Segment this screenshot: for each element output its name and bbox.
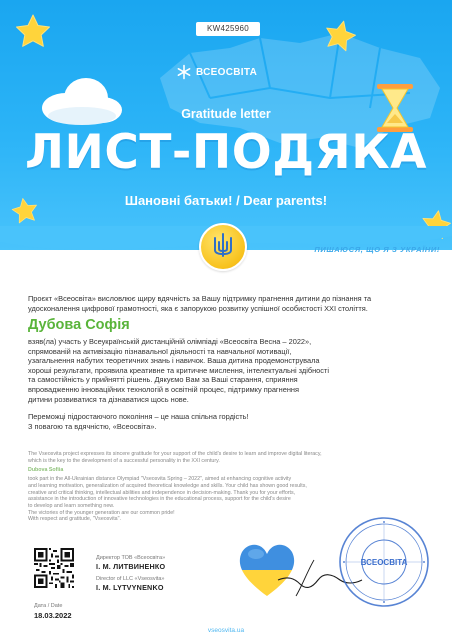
text-line: assistance in the introduction of innovative technologies in the educational process, support for the child's desire	[28, 496, 291, 503]
trident-coin	[199, 223, 247, 271]
achievement-paragraph	[28, 337, 388, 404]
snowflake-logo-icon	[176, 64, 192, 80]
text-line: впровадженню інноваційних технологій в освітній процес, підтримку прагнення	[28, 384, 299, 394]
text-line: взяв(ла) участь у Всеукраїнській дистанційній олімпіаді «Всеосвіта Весна – 2022»,	[28, 337, 312, 346]
salutation: Шановні батьки! / Dear parents!	[124, 193, 328, 208]
subtitle-english: Gratitude letter	[181, 107, 271, 121]
qr-code[interactable]	[34, 548, 74, 588]
text-line: creative and critical thinking, intellectual abilities and independence in decision-making. Thank you for your efforts,	[28, 489, 296, 496]
website-link[interactable]: vseosvita.ua	[207, 627, 245, 634]
student-name: Дубова Софія	[28, 317, 130, 333]
page-title: ЛИСТ-ПОДЯКА	[24, 125, 428, 180]
director-name-en: I. M. LYTVYNENKO	[96, 583, 164, 592]
text-line: узагальнення набутих теоретичних знань і навичок. Ваша дитина продемонструвала	[28, 356, 320, 366]
star-icon	[12, 12, 54, 52]
text-line: to develop and learn something new.	[28, 502, 115, 509]
intro-paragraph: Проєкт «Всеосвіта» висловлює щиру вдячність за Вашу підтримку прагнення дитини до пізнання та удосконалення цифрової грамотності, яка є запорукою розвитку успішної особистості ХХІ століття.	[28, 294, 372, 313]
issue-date: 18.03.2022	[34, 611, 72, 620]
text-line: З повагою та вдячністю, «Всеосвіта».	[28, 421, 157, 431]
director-name-uk: І. М. ЛИТВИНЕНКО	[96, 562, 166, 571]
text-line: дитини розвиватися та дізнаватися щось нове.	[28, 394, 189, 404]
student-name-english: Dubova Sofiia	[28, 467, 64, 474]
stamp-text: ВСЕОСВІТА	[360, 558, 408, 567]
text-line: With respect and gratitude, "Vseosvita".	[28, 516, 121, 523]
vseosvita-logo	[176, 64, 257, 80]
certificate-code: KW425960	[196, 22, 260, 36]
director-label-en: Director of LLC «Vseosvita»	[96, 576, 165, 582]
text-line: спрямованій на активізацію пізнавальної діяльності та навчальної мотивації,	[28, 346, 292, 356]
date-label: Дата / Date	[34, 603, 63, 609]
stamp	[336, 514, 432, 610]
director-label-uk: Директор ТОВ «Всеосвіта»	[96, 555, 166, 561]
text-line: and learning motivation, generalization of acquired theoretical knowledge and skills. Your child has shown good results,	[28, 482, 307, 489]
text-line: The victories of the younger generation are our common pride!	[28, 509, 175, 516]
text-line: та самостійність у прийнятті рішень. Дякуємо Вам за Ваші старання, сприяння	[28, 375, 298, 385]
english-translation	[28, 451, 328, 523]
text-line: хороші результати, проявила креативне та критичне мислення, інтелектуальні здібності	[28, 365, 329, 375]
motto: ПИШАЮСЯ, ЩО Я З УКРАЇНИ!	[314, 245, 440, 254]
text-line: which is the key to the development of a successful personality in the XXI century.	[28, 457, 220, 464]
trident-icon	[210, 232, 236, 260]
text-line: took part in the All-Ukrainian distance Olympiad "Vseosvita Spring – 2022", aimed at enhancing cognitive activity	[28, 476, 292, 483]
logo-text: ВСЕОСВІТА	[196, 66, 258, 78]
header-banner	[0, 0, 452, 250]
text-line: Переможці підростаючого покоління – це наша спільна гордість!	[28, 412, 249, 421]
closing-paragraph	[28, 412, 388, 431]
text-line: The Vseosvita project expresses its sincere gratitude for your support of the child's desire to learn and improve digital literacy,	[28, 451, 322, 457]
